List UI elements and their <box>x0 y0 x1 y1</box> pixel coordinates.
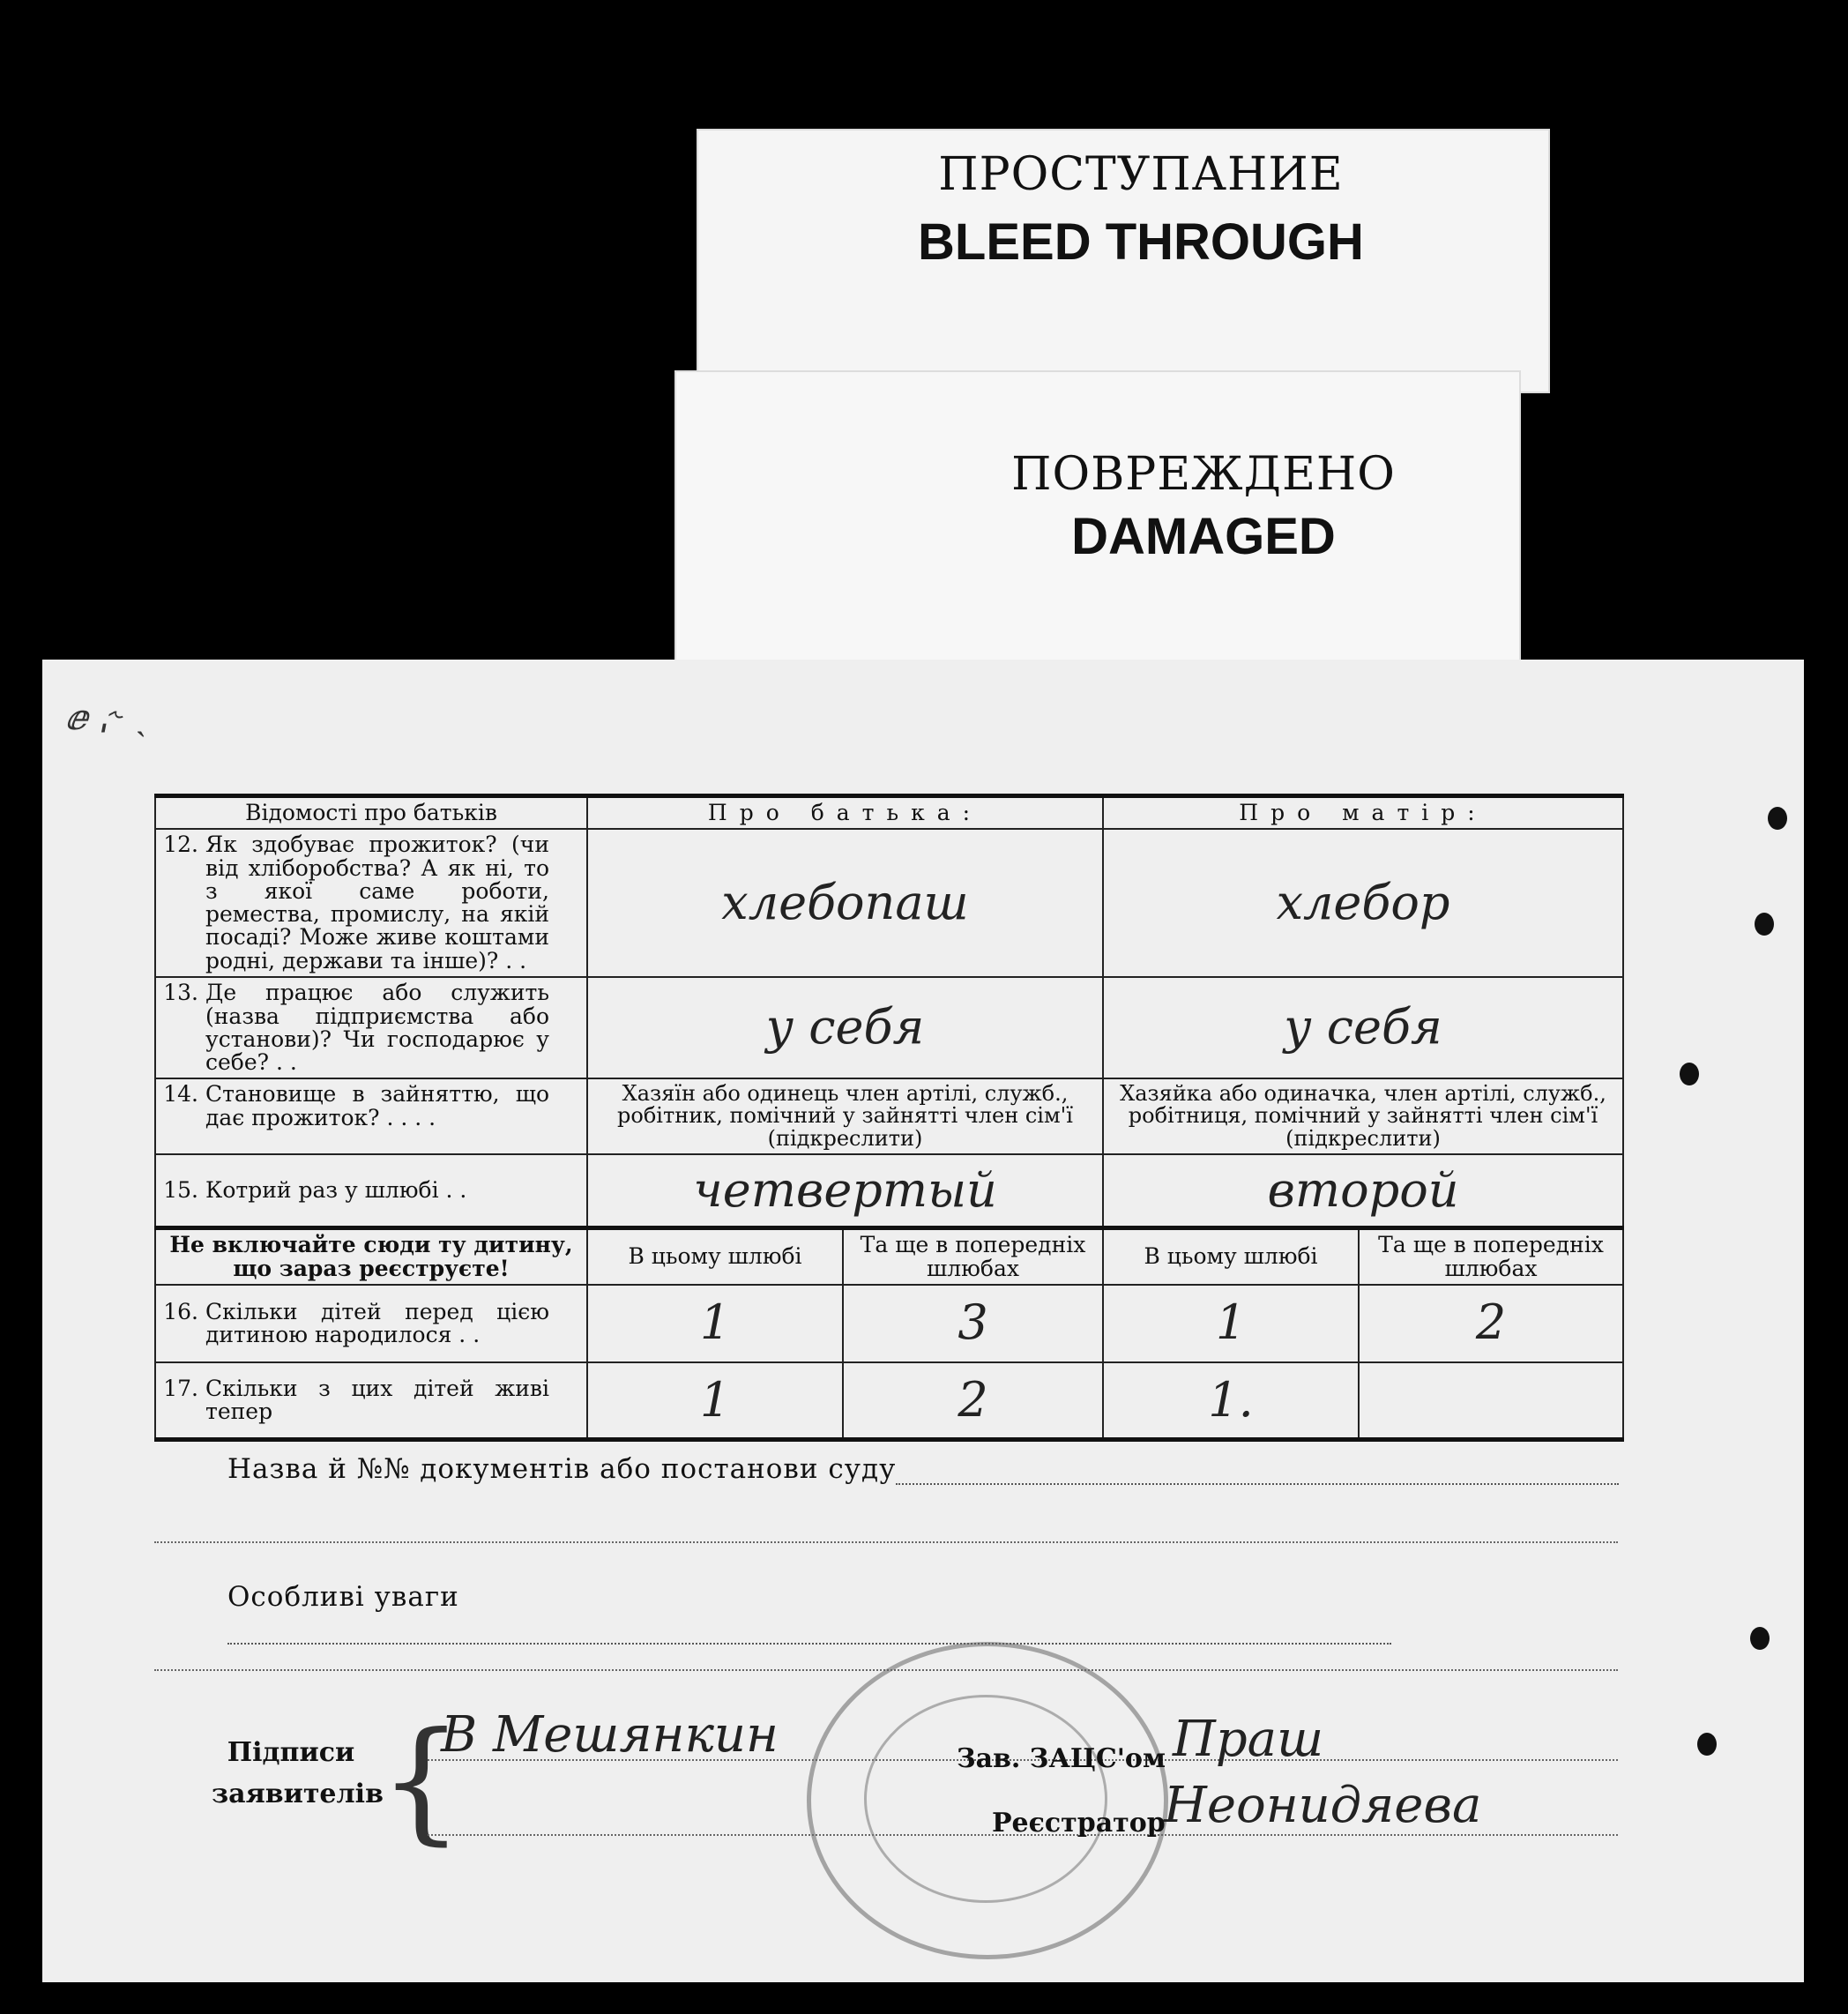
children-note: Не включайте сюди ту дитину, що зараз реєструєте! <box>155 1228 587 1285</box>
father-answer: у себя <box>587 977 1103 1078</box>
father-this-marriage-header: В цьому шлюбі <box>587 1228 843 1285</box>
parents-info-form <box>154 794 1622 1442</box>
row-number: 13. <box>163 980 198 1006</box>
mother-answer: второй <box>1103 1154 1623 1228</box>
mother-living-prev <box>1359 1362 1623 1440</box>
father-children-prev: 3 <box>843 1285 1103 1362</box>
mother-living-this: 1. <box>1103 1362 1359 1440</box>
brace-icon: { <box>379 1704 464 1858</box>
children-header-row <box>155 1228 1623 1285</box>
parents-info-table <box>154 794 1624 1442</box>
question-text: Де працює або служить (назва підприємства або установи)? Чи господарює у себе? . . <box>205 980 549 1075</box>
documents-label: Назва й №№ документів або постанови суду <box>227 1453 897 1485</box>
punch-hole <box>1768 807 1787 830</box>
father-answer: хлебопаш <box>587 829 1103 977</box>
table-header-row <box>155 796 1623 830</box>
header-mother: Про матір: <box>1103 796 1623 830</box>
father-occupation-options: Хазяїн або одинець член артілі, служб., робітник, помічний у зайнятті член сім'ї (підкреслити) <box>587 1078 1103 1154</box>
header-parents-info: Відомості про батьків <box>155 796 587 830</box>
question-text: Як здобуває прожиток? (чи від хліборобства? А як ні, то з якої саме роботи, ремества, промислу, на якій посаді? Може живе коштами родні, держави та інше)? . . <box>205 832 549 973</box>
father-living-this: 1 <box>587 1362 843 1440</box>
damaged-label-ru: ПОВРЕЖДЕНО <box>1011 448 1396 501</box>
registrar-signature: Неонидяева <box>1164 1777 1482 1834</box>
damaged-label-en: DAMAGED <box>1071 508 1336 565</box>
punch-hole <box>1755 913 1774 936</box>
applicant-signature: В Мешянкин <box>441 1706 779 1764</box>
table-row <box>155 1154 1623 1228</box>
bleed-through-label-ru: ПРОСТУПАНИЕ <box>938 148 1344 201</box>
row-number: 14. <box>163 1081 198 1108</box>
mother-answer: у себя <box>1103 977 1623 1078</box>
documents-dotted-line <box>154 1541 1618 1543</box>
bleed-through-label-en: BLEED THROUGH <box>918 213 1364 271</box>
father-answer: четвертый <box>587 1154 1103 1228</box>
corner-scribble: ⅇ ˌ˞ ˎ <box>65 697 147 738</box>
question-text: Котрий раз у шлюбі . . <box>205 1176 467 1203</box>
documents-line <box>227 1453 1621 1485</box>
registrar-label: Реєстратор <box>992 1808 1166 1839</box>
header-father: Про батька: <box>587 796 1103 830</box>
remarks-dotted-field <box>227 1643 1391 1645</box>
punch-hole <box>1680 1063 1699 1085</box>
official-stamp <box>807 1642 1168 1959</box>
table-row <box>155 977 1623 1078</box>
row-number: 17. <box>163 1375 198 1401</box>
row-number: 12. <box>163 832 198 858</box>
row-number: 15. <box>163 1176 198 1203</box>
question-text: Скільки дітей перед цією дитиною народилося . . <box>205 1298 549 1347</box>
question-text: Скільки з цих дітей живі тепер <box>205 1375 549 1425</box>
mother-prev-marriages-header: Та ще в попередніх шлюбах <box>1359 1228 1623 1285</box>
applicants-signature-label: Підписи заявителів <box>212 1737 384 1809</box>
table-row <box>155 1285 1623 1362</box>
remarks-line <box>227 1581 1621 1645</box>
remarks-label: Особливі уваги <box>227 1581 459 1613</box>
father-prev-marriages-header: Та ще в попередніх шлюбах <box>843 1228 1103 1285</box>
punch-hole <box>1750 1627 1770 1650</box>
table-row <box>155 829 1623 977</box>
head-registry-signature: Праш <box>1173 1711 1324 1768</box>
documents-dotted-field <box>896 1483 1619 1485</box>
father-living-prev: 2 <box>843 1362 1103 1440</box>
damaged-card <box>674 370 1521 661</box>
table-row <box>155 1078 1623 1154</box>
mother-answer: хлебор <box>1103 829 1623 977</box>
mother-occupation-options: Хазяйка або одиначка, член артілі, служб., робітниця, помічний у зайнятті член сім'ї (підкреслити) <box>1103 1078 1623 1154</box>
mother-children-this: 1 <box>1103 1285 1359 1362</box>
mother-this-marriage-header: В цьому шлюбі <box>1103 1228 1359 1285</box>
father-children-this: 1 <box>587 1285 843 1362</box>
table-row <box>155 1362 1623 1440</box>
row-number: 16. <box>163 1298 198 1324</box>
head-registry-label: Зав. ЗАЦС'ом <box>957 1743 1166 1774</box>
mother-children-prev: 2 <box>1359 1285 1623 1362</box>
question-text: Становище в зайняттю, що дає прожиток? . . . . <box>205 1081 549 1130</box>
bleed-through-card <box>697 129 1550 393</box>
punch-hole <box>1697 1733 1717 1756</box>
